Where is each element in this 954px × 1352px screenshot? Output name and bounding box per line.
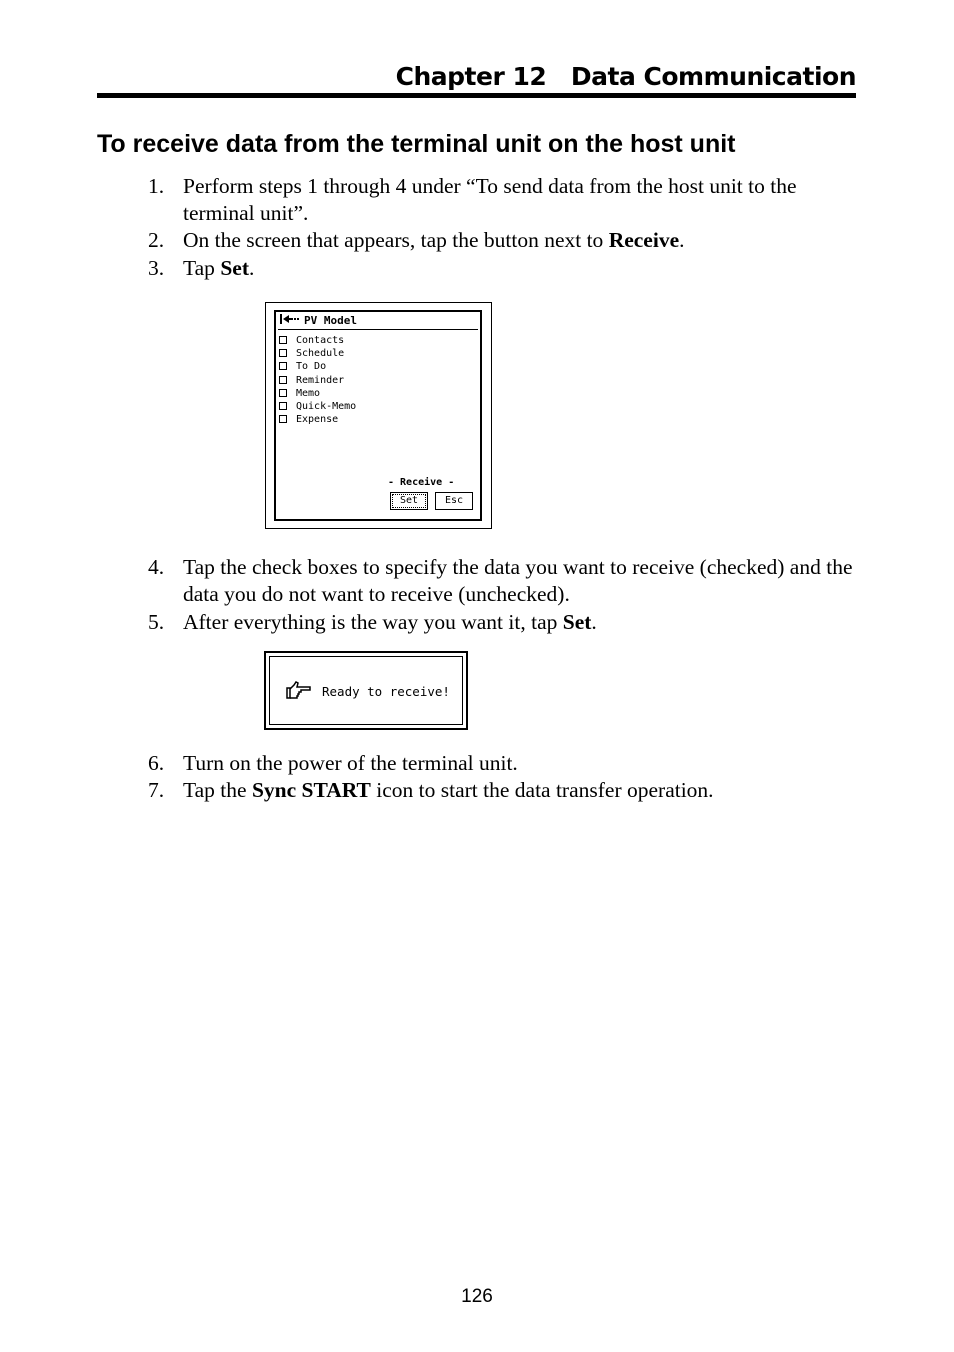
step-number: 5. [148,610,165,634]
bold-term: Receive [608,228,680,252]
checkbox[interactable] [279,376,287,384]
receive-mode-label: - Receive - [388,477,455,488]
step-text: Tap the check boxes to specify the data you want to receive (checked) and the data you do not want to receive (unchecked). [183,555,853,606]
step-number: 6. [148,751,165,775]
step-number: 1. [148,174,165,198]
checkbox[interactable] [279,336,287,344]
checkbox[interactable] [279,362,287,370]
step-text: Perform steps 1 through 4 under “To send data from the host unit to the terminal unit”. [183,174,797,225]
set-button[interactable]: Set [390,492,428,510]
checkbox[interactable] [279,389,287,397]
step-number: 2. [148,228,165,252]
step-text: Turn on the power of the terminal unit. [183,751,518,775]
chapter-header [97,58,856,98]
pointing-hand-icon [286,681,312,701]
checkbox[interactable] [279,415,287,423]
screen-title: PV Model [304,314,357,327]
bold-term: Set [562,610,592,634]
step-text: After everything is the way you want it, tap Set. [183,610,597,634]
chapter-title: Chapter 12 Data Communication [395,62,856,91]
step-number: 7. [148,778,165,802]
esc-button[interactable]: Esc [435,492,473,510]
step-number: 4. [148,555,165,579]
step-text: Tap the Sync START icon to start the data transfer operation. [183,778,714,802]
ready-message: Ready to receive! [322,684,450,699]
step-text: Tap Set. [183,256,255,280]
checkbox[interactable] [279,402,287,410]
screen-header [278,313,478,330]
step-text: On the screen that appears, tap the button next to Receive. [183,228,685,252]
bold-term: Set [220,256,249,280]
back-arrow-icon[interactable] [279,313,301,328]
step-number: 3. [148,256,165,280]
page-number: 126 [461,1286,493,1307]
bold-term: Sync START [251,778,371,802]
section-title: To receive data from the terminal unit on the host unit [97,130,736,158]
ready-dialog [264,651,468,730]
screen-frame: PV Model Contacts Schedule To Do Reminder Memo Quick-Memo Expense - Receive - Set Esc [274,310,482,521]
checkbox[interactable] [279,349,287,357]
pv-model-screen [265,302,492,529]
dialog-frame [269,656,463,725]
